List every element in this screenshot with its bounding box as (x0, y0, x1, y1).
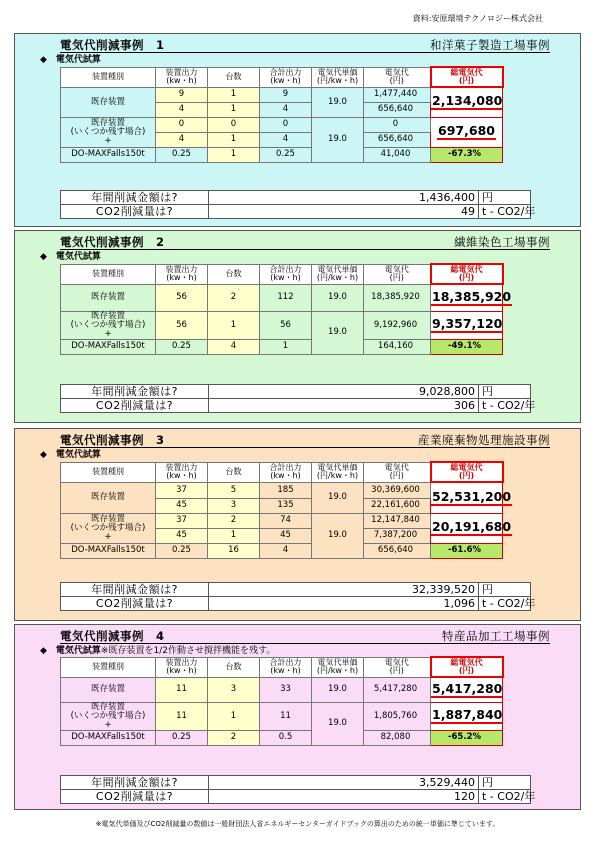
calc-table (60, 461, 512, 559)
header-unit-price (312, 462, 364, 482)
co2-label: CO2削減量は? (61, 597, 209, 611)
header-unit-price (312, 264, 364, 284)
remaining-line-2: (いくつか残す場合) (70, 319, 146, 330)
cell-total-output: 135 (260, 498, 312, 513)
cell-output: 0.25 (156, 543, 208, 558)
cell-output: 9 (156, 87, 208, 102)
cell-output: 4 (156, 102, 208, 117)
cell-cost: 82,080 (364, 730, 431, 745)
header-total-cost-label: 総電気代 (450, 657, 483, 667)
table-row (61, 677, 503, 702)
header-type: 装置種別 (61, 264, 156, 284)
subtitle-label: ◆ 電気代試算 (40, 646, 101, 656)
row-label-existing: 既存装置 (61, 677, 156, 702)
header-total-cost-unit: (円) (458, 666, 475, 675)
remaining-line-3: + (104, 328, 112, 339)
table-row (61, 339, 503, 354)
total-existing-value: 52,531,200 (432, 488, 512, 504)
co2-value: 1,096 (209, 597, 479, 611)
subtitle-label: ◆ 電気代試算 (40, 55, 101, 65)
cell-cost: 9,192,960 (364, 311, 431, 339)
cell-total-output: 4 (260, 132, 312, 147)
cell-cost: 1,477,440 (364, 87, 431, 102)
header-total-cost (431, 264, 503, 284)
header-output-unit: (kw・h) (166, 471, 197, 480)
co2-value: 49 (209, 205, 479, 219)
row-label-domax: DO-MAXFalls150t (61, 543, 156, 558)
summary-row-annual (61, 583, 531, 597)
annual-value: 3,529,440 (209, 776, 479, 790)
annual-unit: 円 (479, 385, 531, 399)
cell-total-existing (431, 677, 503, 702)
case-company: 和洋菓子製造工場事例 (430, 38, 550, 52)
header-unit-price (312, 67, 364, 87)
header-unit-price-unit: (円/kw・h) (316, 273, 359, 282)
remaining-line-3: + (104, 135, 112, 146)
cell-output: 11 (156, 677, 208, 702)
header-count: 台数 (208, 67, 260, 87)
header-cost (364, 264, 431, 284)
header-total-output-unit: (kw・h) (270, 471, 301, 480)
co2-unit: t - CO2/年 (479, 790, 531, 804)
cell-total-existing (431, 284, 512, 311)
header-output-label: 装置出力 (165, 462, 198, 472)
summary-table (60, 190, 536, 219)
cell-cost: 656,640 (364, 102, 431, 117)
header-total-cost-label: 総電気代 (450, 264, 483, 274)
remaining-line-2: (いくつか残す場合) (70, 710, 146, 721)
cell-total-output: 74 (260, 513, 312, 528)
co2-unit: t - CO2/年 (479, 399, 531, 413)
header-total-output-label: 合計出力 (269, 264, 302, 274)
row-label-domax: DO-MAXFalls150t (61, 339, 156, 354)
co2-unit: t - CO2/年 (479, 205, 531, 219)
cell-count: 4 (208, 339, 260, 354)
table-row (61, 482, 503, 498)
remaining-line-2: (いくつか残す場合) (70, 522, 146, 533)
cell-output: 56 (156, 284, 208, 311)
table-row (61, 543, 503, 558)
row-label-existing: 既存装置 (61, 482, 156, 513)
table-row (61, 702, 503, 730)
subtitle-label: ◆ 電気代試算 (40, 252, 101, 262)
header-cost-unit: (円) (389, 76, 404, 85)
cell-total-output: 0.25 (260, 147, 312, 162)
table-row (61, 513, 503, 528)
co2-value: 120 (209, 790, 479, 804)
header-total-output (260, 67, 312, 87)
annual-label: 年間削減金額は? (61, 583, 209, 597)
header-cost-label: 電気代 (384, 67, 409, 77)
header-output-unit: (kw・h) (166, 273, 197, 282)
cell-count: 16 (208, 543, 260, 558)
summary-row-co2 (61, 597, 531, 611)
cell-unit-price: 19.0 (312, 482, 364, 513)
header-output (156, 657, 208, 677)
table-row (61, 730, 503, 745)
cell-total-after (431, 117, 503, 147)
footer-note: ※電気代単価及びCO2削減量の数値は一般財団法人省エネルギーセンターガイドブックの算出のための統一単価に準じています。 (95, 820, 500, 828)
header-cost-unit: (円) (389, 666, 404, 675)
total-after-value: 9,357,120 (432, 316, 503, 331)
summary-table (60, 775, 536, 804)
cell-output: 11 (156, 702, 208, 730)
case-title: 電気代削減事例 1 (60, 38, 165, 52)
cell-unit-price: 19.0 (312, 117, 364, 162)
annual-label: 年間削減金額は? (61, 191, 209, 205)
cell-cost: 22,161,600 (364, 498, 431, 513)
remaining-line-1: 既存装置 (90, 117, 125, 128)
cell-total-after (431, 311, 503, 339)
cell-total-after (431, 513, 512, 543)
row-label-remaining (61, 513, 156, 543)
cell-output: 37 (156, 513, 208, 528)
cell-total-output: 56 (260, 311, 312, 339)
annual-value: 32,339,520 (209, 583, 479, 597)
cell-count: 1 (208, 147, 260, 162)
header-total-cost-unit: (円) (458, 471, 475, 480)
cell-output: 45 (156, 498, 208, 513)
case-header (60, 628, 550, 644)
co2-label: CO2削減量は? (61, 205, 209, 219)
cell-total-output: 185 (260, 482, 312, 498)
cell-count: 1 (208, 311, 260, 339)
cell-output: 0 (156, 117, 208, 132)
header-count: 台数 (208, 264, 260, 284)
cell-unit-price: 19.0 (312, 284, 364, 311)
cell-total-existing (431, 482, 512, 513)
cell-unit-price: 19.0 (312, 702, 364, 745)
header-type: 装置種別 (61, 67, 156, 87)
case-title: 電気代削減事例 4 (60, 629, 165, 643)
total-after-value: 697,680 (438, 123, 495, 138)
cell-reduction-percent: -65.2% (431, 730, 503, 745)
header-output-label: 装置出力 (165, 67, 198, 77)
header-cost-label: 電気代 (384, 462, 409, 472)
cell-output: 0.25 (156, 730, 208, 745)
cell-count: 3 (208, 498, 260, 513)
cell-cost: 164,160 (364, 339, 431, 354)
cell-cost: 18,385,920 (364, 284, 431, 311)
summary-table (60, 582, 536, 611)
table-header-row (61, 462, 503, 482)
cell-cost: 656,640 (364, 132, 431, 147)
header-cost (364, 657, 431, 677)
table-row (61, 311, 503, 339)
remaining-line-3: + (104, 531, 112, 542)
header-output (156, 67, 208, 87)
cell-total-output: 45 (260, 528, 312, 543)
cell-cost: 656,640 (364, 543, 431, 558)
total-after-value: 20,191,680 (432, 519, 512, 534)
header-unit-price-unit: (円/kw・h) (316, 666, 359, 675)
cell-total-output: 9 (260, 87, 312, 102)
header-total-cost (431, 67, 503, 87)
cell-output: 37 (156, 482, 208, 498)
cell-total-output: 0 (260, 117, 312, 132)
summary-row-annual (61, 191, 531, 205)
header-output (156, 264, 208, 284)
cell-reduction-percent: -67.3% (431, 147, 503, 162)
case-note: ※既存装置を1/2作動させ撹拌機能を残す。 (100, 646, 276, 656)
summary-row-annual (61, 776, 531, 790)
header-unit-price (312, 657, 364, 677)
cell-unit-price: 19.0 (312, 677, 364, 702)
header-total-output-label: 合計出力 (269, 462, 302, 472)
cell-cost: 0 (364, 117, 431, 132)
case-subtitle (40, 643, 275, 656)
table-header-row (61, 657, 503, 677)
row-label-domax: DO-MAXFalls150t (61, 147, 156, 162)
row-label-existing: 既存装置 (61, 87, 156, 117)
header-total-output (260, 657, 312, 677)
header-total-cost (431, 462, 503, 482)
header-total-output-label: 合計出力 (269, 657, 302, 667)
cell-count: 2 (208, 513, 260, 528)
cell-reduction-percent: -49.1% (431, 339, 503, 354)
case-header (60, 234, 550, 250)
header-cost-unit: (円) (389, 471, 404, 480)
header-cost-label: 電気代 (384, 657, 409, 667)
case-1 (14, 33, 581, 227)
subtitle-label: ◆ 電気代試算 (40, 450, 101, 460)
row-label-existing: 既存装置 (61, 284, 156, 311)
remaining-line-1: 既存装置 (90, 701, 125, 712)
summary-table (60, 384, 536, 413)
cell-output: 0.25 (156, 147, 208, 162)
case-subtitle (40, 447, 101, 460)
cell-count: 2 (208, 284, 260, 311)
header-cost (364, 462, 431, 482)
table-row (61, 147, 503, 162)
header-total-cost (431, 657, 503, 677)
header-unit-price-label: 電気代単価 (317, 67, 358, 77)
header-count: 台数 (208, 657, 260, 677)
summary-row-co2 (61, 790, 531, 804)
header-output-unit: (kw・h) (166, 666, 197, 675)
annual-label: 年間削減金額は? (61, 385, 209, 399)
cell-total-output: 112 (260, 284, 312, 311)
calc-table (60, 656, 504, 746)
cell-unit-price: 19.0 (312, 513, 364, 558)
header-total-cost-unit: (円) (458, 76, 475, 85)
table-header-row (61, 264, 503, 284)
header-cost-unit: (円) (389, 273, 404, 282)
cell-cost: 1,805,760 (364, 702, 431, 730)
cell-cost: 12,147,840 (364, 513, 431, 528)
case-company: 特産品加工工場事例 (442, 629, 550, 643)
header-unit-price-unit: (円/kw・h) (316, 471, 359, 480)
remaining-line-2: (いくつか残す場合) (70, 126, 146, 137)
cell-output: 4 (156, 132, 208, 147)
cell-count: 3 (208, 677, 260, 702)
cell-reduction-percent: -61.6% (431, 543, 503, 558)
total-after-value: 1,887,840 (432, 707, 503, 722)
header-type: 装置種別 (61, 657, 156, 677)
case-header (60, 432, 550, 448)
source-credit: 資料:安原環境テクノロジー株式会社 (412, 14, 543, 23)
summary-row-annual (61, 385, 531, 399)
calc-table (60, 66, 504, 163)
cell-total-output: 33 (260, 677, 312, 702)
case-company: 産業廃棄物処理施設事例 (418, 433, 550, 447)
header-output-unit: (kw・h) (166, 76, 197, 85)
cell-cost: 30,369,600 (364, 482, 431, 498)
header-cost-label: 電気代 (384, 264, 409, 274)
row-label-remaining (61, 117, 156, 147)
row-label-remaining (61, 702, 156, 730)
co2-label: CO2削減量は? (61, 790, 209, 804)
case-subtitle (40, 52, 101, 65)
header-total-cost-label: 総電気代 (450, 462, 483, 472)
total-existing-value: 5,417,280 (432, 680, 503, 696)
header-unit-price-label: 電気代単価 (317, 264, 358, 274)
summary-row-co2 (61, 205, 531, 219)
cell-unit-price: 19.0 (312, 87, 364, 117)
co2-value: 306 (209, 399, 479, 413)
header-output-label: 装置出力 (165, 657, 198, 667)
cell-total-after (431, 702, 503, 730)
header-total-output-unit: (kw・h) (270, 666, 301, 675)
cell-count: 1 (208, 102, 260, 117)
case-3 (14, 428, 581, 621)
co2-label: CO2削減量は? (61, 399, 209, 413)
cell-count: 1 (208, 702, 260, 730)
header-unit-price-label: 電気代単価 (317, 462, 358, 472)
remaining-line-3: + (104, 719, 112, 730)
cell-count: 2 (208, 730, 260, 745)
cell-output: 45 (156, 528, 208, 543)
cell-cost: 41,040 (364, 147, 431, 162)
row-label-remaining (61, 311, 156, 339)
row-label-domax: DO-MAXFalls150t (61, 730, 156, 745)
cell-count: 0 (208, 117, 260, 132)
header-total-output-unit: (kw・h) (270, 76, 301, 85)
case-title: 電気代削減事例 3 (60, 433, 165, 447)
cell-total-output: 4 (260, 102, 312, 117)
header-total-output-label: 合計出力 (269, 67, 302, 77)
cell-total-output: 0.5 (260, 730, 312, 745)
cell-total-output: 11 (260, 702, 312, 730)
case-2 (14, 230, 581, 423)
case-subtitle (40, 249, 101, 262)
table-row (61, 284, 503, 311)
cell-output: 56 (156, 311, 208, 339)
header-total-output-unit: (kw・h) (270, 273, 301, 282)
cell-total-existing (431, 87, 503, 117)
cell-count: 1 (208, 132, 260, 147)
table-header-row (61, 67, 503, 87)
cell-cost: 5,417,280 (364, 677, 431, 702)
header-cost (364, 67, 431, 87)
cell-count: 5 (208, 482, 260, 498)
case-company: 繊維染色工場事例 (454, 235, 550, 249)
annual-value: 9,028,800 (209, 385, 479, 399)
calc-table (60, 263, 512, 355)
header-unit-price-label: 電気代単価 (317, 657, 358, 667)
header-output-label: 装置出力 (165, 264, 198, 274)
header-total-output (260, 264, 312, 284)
remaining-line-1: 既存装置 (90, 310, 125, 321)
remaining-line-1: 既存装置 (90, 513, 125, 524)
header-total-cost-unit: (円) (458, 273, 475, 282)
header-unit-price-unit: (円/kw・h) (316, 76, 359, 85)
cell-count: 1 (208, 87, 260, 102)
table-row (61, 117, 503, 132)
total-existing-value: 2,134,080 (432, 93, 503, 109)
annual-value: 1,436,400 (209, 191, 479, 205)
annual-unit: 円 (479, 191, 531, 205)
header-output (156, 462, 208, 482)
annual-label: 年間削減金額は? (61, 776, 209, 790)
co2-unit: t - CO2/年 (479, 597, 531, 611)
case-title: 電気代削減事例 2 (60, 235, 165, 249)
header-total-output (260, 462, 312, 482)
cell-count: 1 (208, 528, 260, 543)
cell-total-output: 4 (260, 543, 312, 558)
cell-unit-price: 19.0 (312, 311, 364, 354)
summary-row-co2 (61, 399, 531, 413)
header-total-cost-label: 総電気代 (450, 67, 483, 77)
cell-total-output: 1 (260, 339, 312, 354)
annual-unit: 円 (479, 776, 531, 790)
table-row (61, 87, 503, 102)
header-count: 台数 (208, 462, 260, 482)
case-4 (14, 624, 581, 810)
case-header (60, 37, 550, 53)
cell-cost: 7,387,200 (364, 528, 431, 543)
header-type: 装置種別 (61, 462, 156, 482)
annual-unit: 円 (479, 583, 531, 597)
cell-output: 0.25 (156, 339, 208, 354)
total-existing-value: 18,385,920 (432, 288, 512, 304)
